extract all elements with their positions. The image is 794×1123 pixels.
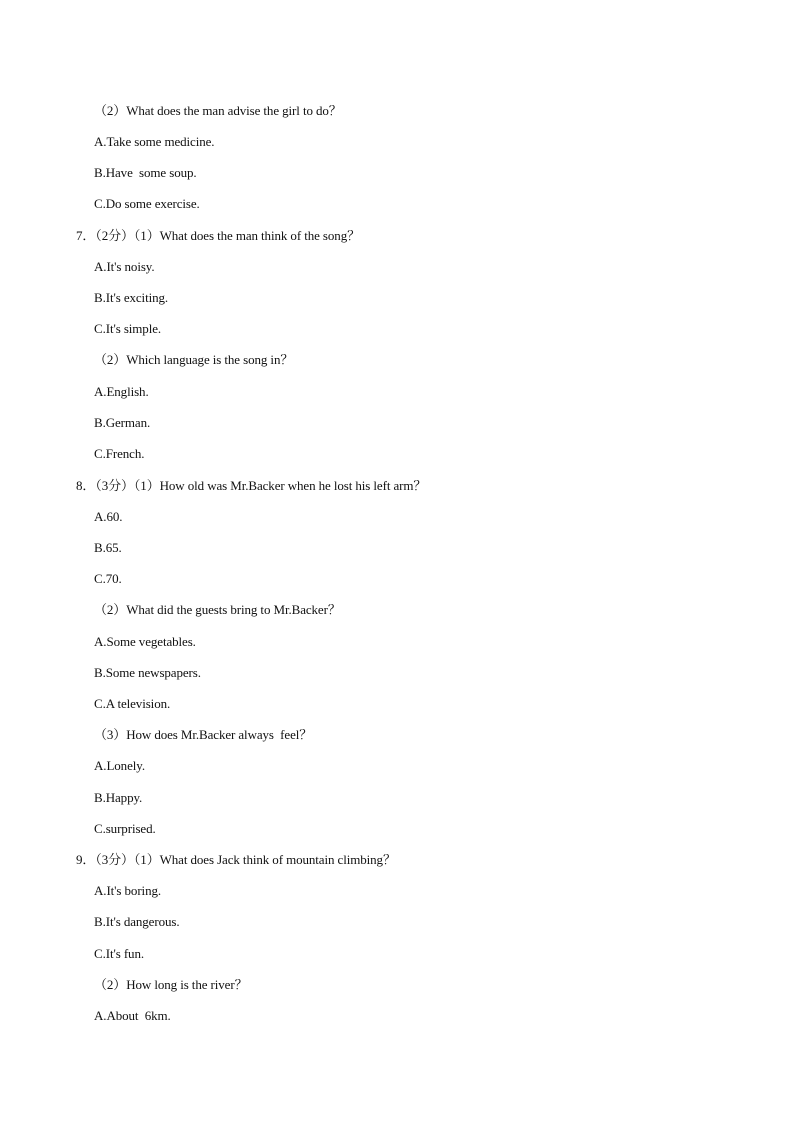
q6-sub2-option-b: B.Have some soup. [94,165,197,180]
q8-sub1-option-c: C.70. [94,571,122,586]
q9-header: 9．（3分）（1）What does Jack think of mountain climbing？ [76,852,396,867]
q9-sub2-question: （2）How long is the river？ [94,977,248,992]
q8-sub3-option-b: B.Happy. [94,790,143,805]
q7-sub2-option-b: B.German. [94,415,151,430]
q8-sub2-option-a: A.Some vegetables. [94,634,196,649]
q9-sub1-option-b: B.It's dangerous. [94,914,180,929]
q8-sub1-option-a: A.60. [94,509,123,524]
q6-sub2-option-a: A.Take some medicine. [94,134,215,149]
q7-header: 7．（2分）（1）What does the man think of the song？ [76,228,360,243]
q8-sub3-option-c: C.surprised. [94,821,156,836]
q7-sub2-question: （2）Which language is the song in？ [94,352,294,367]
q9-sub2-option-a: A.About 6km. [94,1008,171,1023]
q7-sub1-option-b: B.It's exciting. [94,290,169,305]
q7-sub2-option-c: C.French. [94,446,145,461]
q8-sub2-question: （2）What did the guests bring to Mr.Backer？ [94,602,341,617]
q8-sub3-option-a: A.Lonely. [94,758,145,773]
q7-sub1-option-c: C.It's simple. [94,321,162,336]
q9-sub1-option-a: A.It's boring. [94,883,162,898]
q6-sub2-option-c: C.Do some exercise. [94,196,200,211]
q7-sub2-option-a: A.English. [94,384,149,399]
q8-sub3-question: （3）How does Mr.Backer always feel？ [94,727,313,742]
q6-sub2-question: （2）What does the man advise the girl to do？ [94,103,342,118]
q9-sub1-option-c: C.It's fun. [94,946,144,961]
q8-header: 8．（3分）（1）How old was Mr.Backer when he lost his left arm？ [76,478,427,493]
q8-sub2-option-c: C.A television. [94,696,171,711]
q8-sub2-option-b: B.Some newspapers. [94,665,201,680]
q8-sub1-option-b: B.65. [94,540,122,555]
q7-sub1-option-a: A.It's noisy. [94,259,155,274]
